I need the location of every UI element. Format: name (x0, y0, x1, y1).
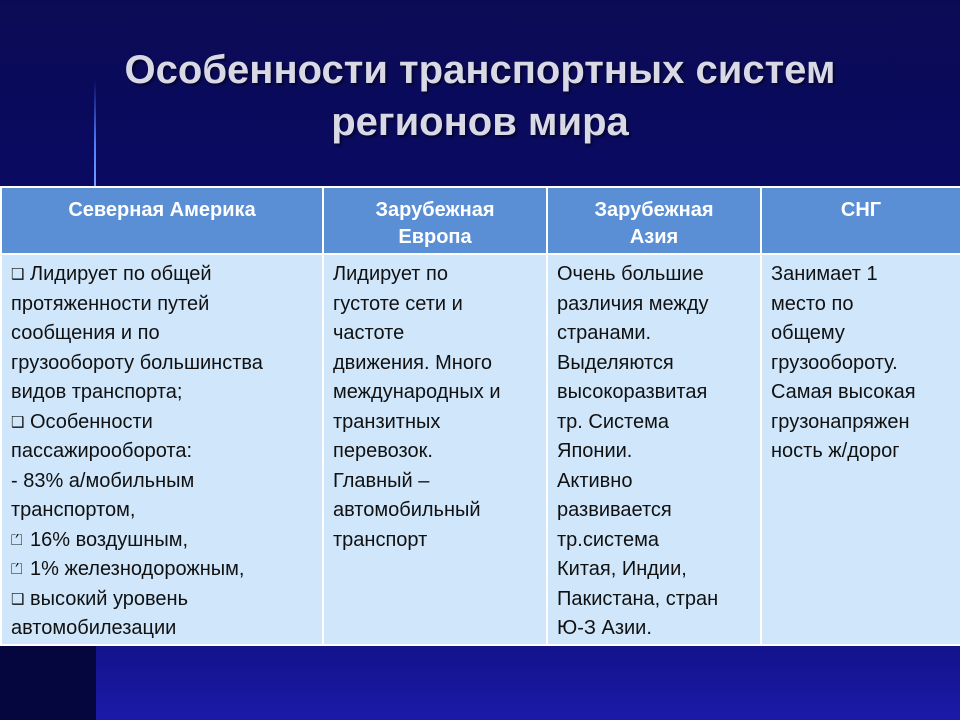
header-text-line: Северная Америка (68, 199, 256, 221)
cell-foreign-europe (323, 254, 547, 645)
cell-text: транспорт (333, 528, 428, 551)
cell-text-line (557, 260, 752, 290)
cell-text-line (557, 349, 752, 379)
cell-text-line (557, 467, 752, 497)
cell-text: грузообороту большинства (11, 351, 263, 374)
cell-text: Самая высокая (771, 381, 916, 403)
cell-text: перевозок. (333, 440, 433, 462)
cell-text-line (557, 319, 752, 349)
cell-text: автомобилезации (11, 617, 177, 639)
cell-text: густоте сети и (333, 292, 463, 315)
header-cis (761, 187, 960, 254)
cell-text-line (333, 349, 538, 379)
cell-text-line (11, 555, 314, 585)
cell-text: Японии. (557, 440, 633, 462)
checkbox-bullet-icon: ❑ (11, 589, 25, 608)
cell-text-line (771, 349, 952, 379)
cell-text: Лидирует по общей (30, 263, 212, 285)
cell-text: Очень большие (557, 263, 704, 285)
cell-text: Ю-З Азии. (557, 617, 652, 639)
cell-text-line (11, 585, 314, 615)
cell-text-line (333, 437, 538, 467)
cell-text-line (11, 290, 314, 320)
cell-text: тр. Система (557, 410, 669, 433)
cell-text-line (557, 614, 752, 644)
cell-text: странами. (557, 322, 652, 344)
cell-text-line (11, 496, 314, 526)
cell-text-line (333, 526, 538, 556)
comparison-table-container (0, 186, 960, 640)
table-header-row (1, 187, 960, 254)
header-text-line: Азия (629, 226, 679, 248)
cell-text: место по (771, 292, 854, 315)
cell-text-line (11, 467, 314, 497)
cell-text: грузонапряжен (771, 410, 910, 433)
cell-text-line (557, 496, 752, 526)
cell-text-line (333, 319, 538, 349)
cell-text: ность ж/дорог (771, 440, 900, 462)
cell-text-line (557, 378, 752, 408)
cell-text-line (771, 319, 952, 349)
cell-text: высокий уровень (30, 587, 189, 610)
cell-text: Китая, Индии, (557, 558, 687, 580)
cell-text: общему (771, 322, 845, 344)
cell-text-line (333, 290, 538, 320)
cell-text: Главный – (333, 469, 430, 492)
cell-text-line (11, 260, 314, 290)
cell-text: тр.система (557, 528, 659, 551)
cell-text-line (557, 408, 752, 438)
cell-text-line (11, 526, 314, 556)
cell-text: автомобильный (333, 499, 481, 521)
cell-text: движения. Много (333, 351, 492, 374)
cell-text: 1% железнодорожным, (30, 558, 245, 580)
cell-text-line (333, 260, 538, 290)
cell-text-line (11, 319, 314, 349)
cell-text-line (557, 290, 752, 320)
arrow-bullet-icon: ⏍ (11, 530, 23, 549)
slide-title-line-1: Особенности транспортных систем (124, 48, 836, 92)
cell-text: - 83% а/мобильным (11, 469, 195, 492)
cell-text-line (557, 585, 752, 615)
table-row (1, 254, 960, 645)
checkbox-bullet-icon: ❑ (11, 265, 25, 283)
cell-text-line (557, 555, 752, 585)
header-text-line: Европа (398, 226, 472, 248)
cell-text: пассажирооборота: (11, 440, 192, 462)
cell-text-line (333, 467, 538, 497)
cell-text: развивается (557, 499, 672, 521)
cell-text-line (333, 378, 538, 408)
slide-title-line-2: регионов мира (331, 100, 629, 144)
cell-text: Пакистана, стран (557, 587, 719, 610)
cell-text: Занимает 1 (771, 263, 878, 285)
cell-text: транспортом, (11, 499, 136, 521)
cell-north-america (1, 254, 323, 645)
cell-text-line (771, 290, 952, 320)
cell-text-line (333, 496, 538, 526)
cell-text-line (11, 378, 314, 408)
cell-cis (761, 254, 960, 645)
cell-text: частоте (333, 322, 405, 344)
cell-text: Особенности (30, 410, 153, 433)
header-north-america (1, 187, 323, 254)
cell-text: международных и (333, 381, 501, 403)
cell-text: видов транспорта; (11, 381, 183, 403)
header-foreign-asia (547, 187, 761, 254)
cell-text: Лидирует по (333, 263, 448, 285)
cell-text: 16% воздушным, (30, 528, 189, 551)
cell-text-line (11, 408, 314, 438)
comparison-table (0, 186, 960, 646)
cell-text: протяженности путей (11, 292, 210, 315)
cell-text-line (11, 614, 314, 644)
cell-text-line (771, 260, 952, 290)
slide-background-left-bottom (0, 640, 96, 720)
cell-text-line (333, 408, 538, 438)
header-text-line: Зарубежная (594, 199, 714, 221)
cell-text-line (11, 349, 314, 379)
cell-text: грузообороту. (771, 351, 898, 374)
cell-text: транзитных (333, 410, 441, 433)
cell-text-line (771, 378, 952, 408)
cell-foreign-asia (547, 254, 761, 645)
cell-text: сообщения и по (11, 322, 160, 344)
checkbox-bullet-icon: ❑ (11, 412, 25, 431)
header-foreign-europe (323, 187, 547, 254)
cell-text: Выделяются (557, 351, 674, 374)
header-text-line: Зарубежная (375, 199, 495, 221)
cell-text: высокоразвитая (557, 381, 708, 403)
cell-text-line (557, 526, 752, 556)
cell-text-line (557, 437, 752, 467)
slide-title (0, 44, 960, 148)
cell-text-line (771, 408, 952, 438)
cell-text-line (771, 437, 952, 467)
cell-text: различия между (557, 292, 709, 315)
slide-background-bottom (96, 640, 960, 720)
cell-text: Активно (557, 469, 633, 492)
cell-text-line (11, 437, 314, 467)
arrow-bullet-icon: ⏍ (11, 560, 23, 578)
header-text-line: СНГ (840, 199, 882, 221)
